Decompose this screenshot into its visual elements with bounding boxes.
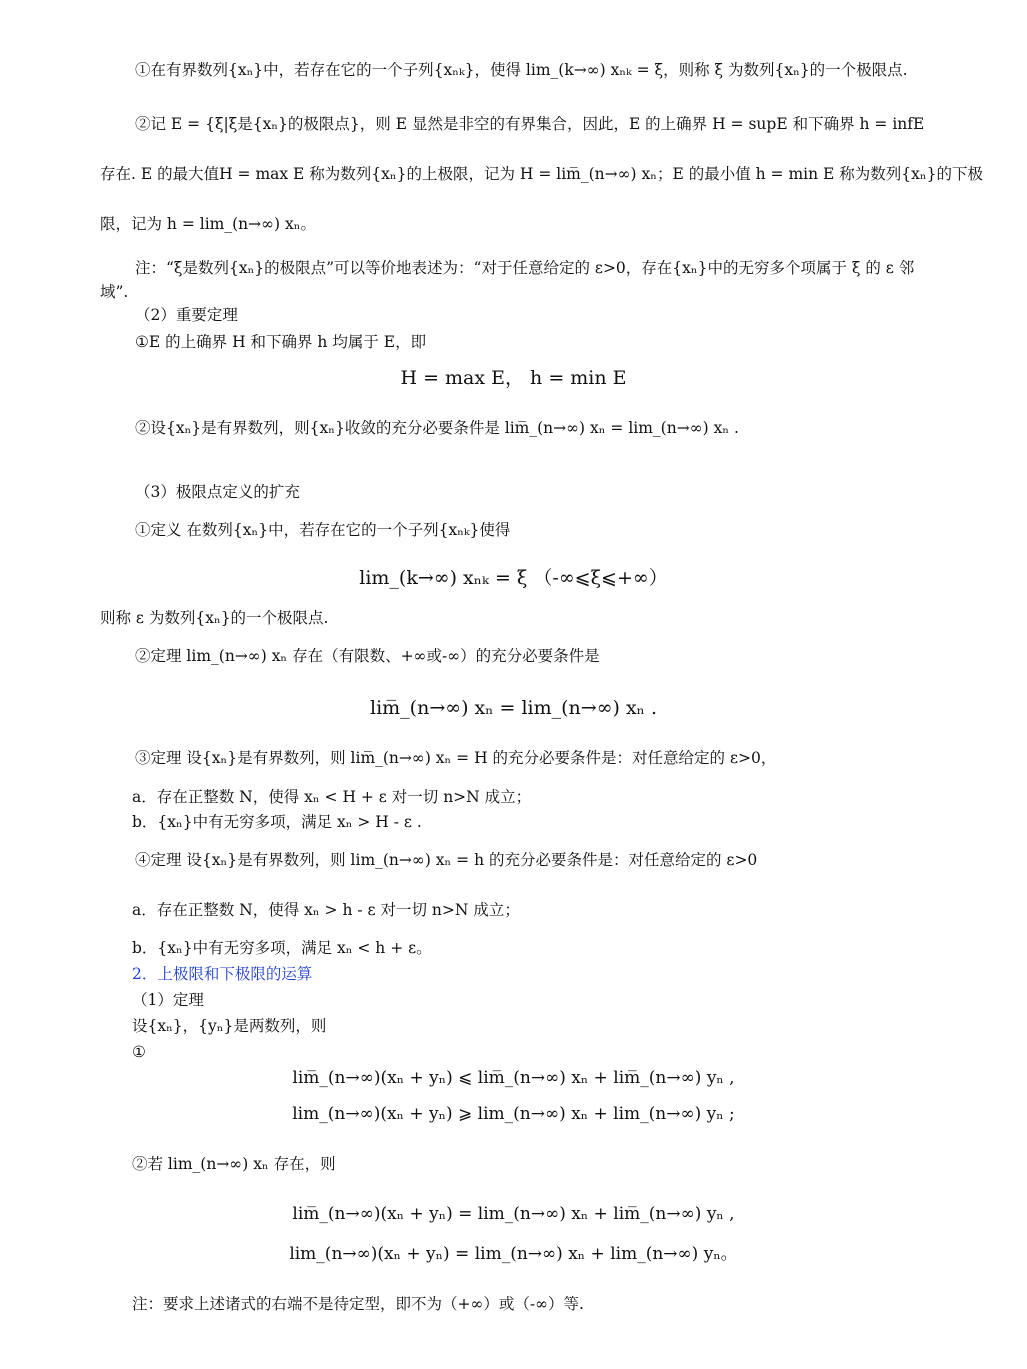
formula-max-min: H = max E， h = min E: [400, 367, 627, 389]
formula-subsequence-limit: lim_(k→∞) xₙₖ = ξ （-∞⩽ξ⩽+∞）: [359, 567, 668, 589]
theorem-2-text: ②设{xₙ}是有界数列，则{xₙ}收敛的充分必要条件是 lim̅_(n→∞) xₙ = lim_(n→∞) xₙ .: [135, 419, 739, 437]
operation-premise: 设{xₙ}，{yₙ}是两数列，则: [132, 1017, 327, 1035]
extension-conclusion: 则称 ε 为数列{xₙ}的一个极限点.: [100, 609, 329, 627]
theorem-4-condition-b: b．{xₙ}中有无穷多项，满足 xₙ < h + ε。: [132, 939, 432, 957]
theorem-existence: ②定理 lim_(n→∞) xₙ 存在（有限数、+∞或-∞）的充分必要条件是: [135, 647, 600, 665]
formula-upper-equals-lower: lim̅_(n→∞) xₙ = lim_(n→∞) xₙ .: [370, 697, 657, 719]
formula-upper-sum-inequality: lim̅_(n→∞)(xₙ + yₙ) ⩽ lim̅_(n→∞) xₙ + lim̅_(n→∞) yₙ ,: [292, 1068, 735, 1088]
theorem-3-condition-a: a．存在正整数 N，使得 xₙ < H + ε 对一切 n>N 成立；: [132, 788, 532, 806]
operation-item-2-text: ②若 lim_(n→∞) xₙ 存在，则: [132, 1155, 336, 1173]
theorem-4-condition-a: a．存在正整数 N，使得 xₙ > h - ε 对一切 n>N 成立；: [132, 901, 520, 919]
formula-lower-sum-equality: lim_(n→∞)(xₙ + yₙ) = lim_(n→∞) xₙ + lim_(n→∞) yₙ。: [289, 1244, 738, 1264]
formula-upper-sum-equality: lim̅_(n→∞)(xₙ + yₙ) = lim_(n→∞) xₙ + lim̅_(n→∞) yₙ ,: [292, 1204, 735, 1224]
theorem-3-text: ③定理 设{xₙ}是有界数列，则 lim̅_(n→∞) xₙ = H 的充分必要条件是：对任意给定的 ε>0，: [135, 749, 777, 767]
def-upper-lower-limit: 存在. E 的最大值H = max E 称为数列{xₙ}的上极限，记为 H = lim̅_(n→∞) xₙ；E 的最小值 h = min E 称为数列{xₙ}的下极: [100, 165, 983, 183]
theorem-3-condition-b: b．{xₙ}中有无穷多项，满足 xₙ > H - ε .: [132, 813, 422, 831]
heading-operation-theorem: （1）定理: [132, 991, 204, 1009]
theorem-4-text: ④定理 设{xₙ}是有界数列，则 lim_(n→∞) xₙ = h 的充分必要条件是：对任意给定的 ε>0: [135, 851, 758, 869]
note-indeterminate: 注：要求上述诸式的右端不是待定型，即不为（+∞）或（-∞）等.: [132, 1295, 584, 1313]
section-heading-operations: 2．上极限和下极限的运算: [132, 965, 313, 983]
theorem-1-text: ①E 的上确界 H 和下确界 h 均属于 E，即: [135, 333, 427, 351]
formula-lower-sum-inequality: lim_(n→∞)(xₙ + yₙ) ⩾ lim_(n→∞) xₙ + lim_(n→∞) yₙ ;: [292, 1104, 735, 1124]
def-lower-limit-notation: 限，记为 h = lim_(n→∞) xₙ。: [100, 215, 316, 233]
heading-important-theorems: （2）重要定理: [135, 306, 238, 324]
note-limit-point: 注：“ξ是数列{xₙ}的极限点”可以等价地表述为：“对于任意给定的 ε>0，存在{xₙ}中的无穷多个项属于 ξ 的 ε 邻域”.: [100, 259, 915, 301]
def-set-e: ②记 E = {ξ|ξ是{xₙ}的极限点}，则 E 显然是非空的有界集合，因此，E 的上确界 H = supE 和下确界 h = infE: [135, 115, 925, 133]
extension-definition: ①定义 在数列{xₙ}中，若存在它的一个子列{xₙₖ}使得: [135, 521, 511, 539]
operation-item-1-marker: ①: [132, 1043, 146, 1061]
def-limit-point: ①在有界数列{xₙ}中，若存在它的一个子列{xₙₖ}，使得 lim_(k→∞) xₙₖ = ξ，则称 ξ 为数列{xₙ}的一个极限点.: [135, 61, 908, 79]
heading-extension: （3）极限点定义的扩充: [135, 483, 300, 501]
